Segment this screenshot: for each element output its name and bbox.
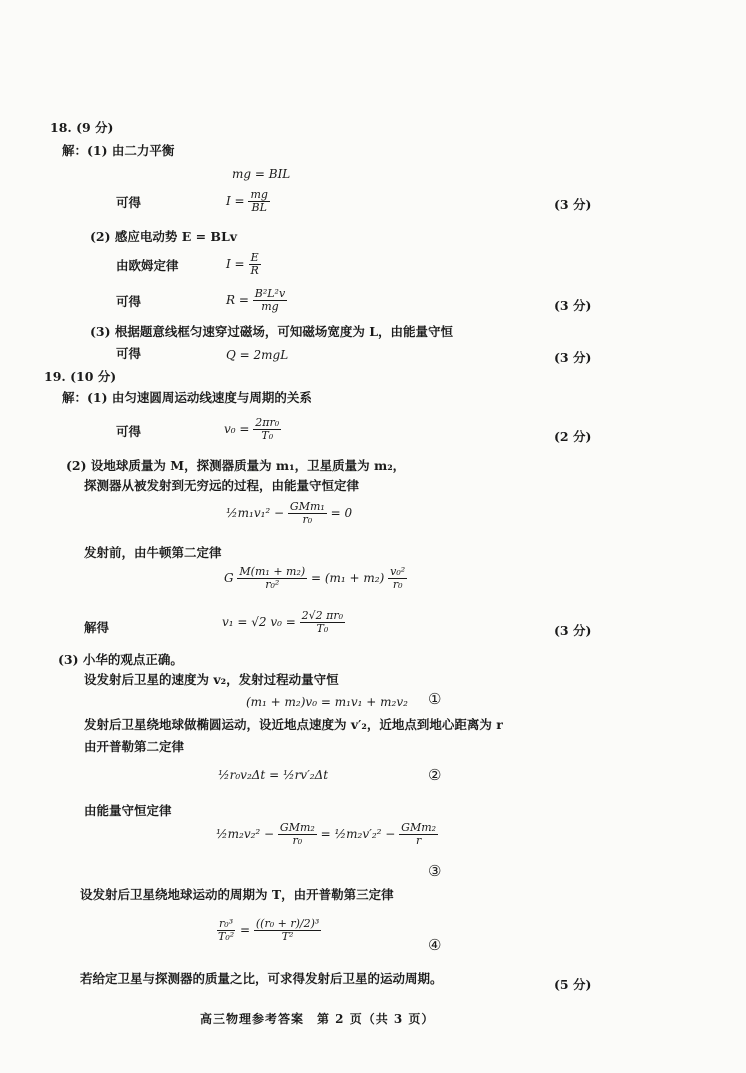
q19-line-2: (2) 设地球质量为 M，探测器质量为 m₁，卫星质量为 m₂， <box>66 458 406 473</box>
q19-line-6: 设发射后卫星的速度为 v₂，发射过程动量守恒 <box>84 672 339 687</box>
q18-eq-1: mg = BIL <box>232 167 291 181</box>
q18-score-2: (3 分) <box>554 298 592 313</box>
q19-eq-6: ½r₀v₂Δt = ½rv′₂Δt <box>218 768 329 782</box>
q19-eq-7: ½m₂v₂² − GMm₂ r₀ = ½m₂v′₂² − GMm₂ r <box>216 821 437 847</box>
q18-eq-3: I = $\frac{E}{R}$ <box>226 251 259 277</box>
q19-line-10: 设发射后卫星绕地球运动的周期为 T，由开普勒第三定律 <box>80 887 394 902</box>
q19-score-2: (3 分) <box>554 623 592 638</box>
q19-line-11: 若给定卫星与探测器的质量之比，可求得发射后卫星的运动周期。 <box>80 971 443 986</box>
q19-eq-1: v₀ = $\frac{\text{2πr₀}}{\text{T₀}}$ <box>224 416 280 442</box>
q19-line-8: 由开普勒第二定律 <box>84 739 185 754</box>
q19-eq-3: G $\frac{\text{M(m₁ + m₂)}}{\text{r₀²}}$ = (m₁ + m₂) $\frac{\text{v₀²}}{\text{r₀}}$ <box>224 565 406 591</box>
q19-line-5: (3) 小华的观点正确。 <box>58 652 183 667</box>
q18-line-3: (3) 根据题意线框匀速穿过磁场，可知磁场宽度为 L，由能量守恒 <box>90 324 454 339</box>
q18-word-2: 由欧姆定律 <box>116 258 179 273</box>
q19-heading: 19. (10 分) <box>44 369 117 384</box>
q18-score-1: (3 分) <box>554 197 592 212</box>
q19-eq-4: v₁ = √2 v₀ = $\frac{\text{2√2 πr₀}}{\text{T₀}}$ <box>222 609 344 635</box>
q18-eq-2: I = $\frac{mg}{BL}$ <box>226 188 268 214</box>
circled-number-4: ④ <box>428 936 442 954</box>
q18-line-1: 解：(1) 由二力平衡 <box>62 143 175 158</box>
q18-word-4: 可得 <box>116 346 142 361</box>
q18-word-3: 可得 <box>116 294 142 309</box>
circled-number-3: ③ <box>428 862 442 880</box>
q18-line-2: (2) 感应电动势 E = BLv <box>90 229 238 244</box>
q19-eq-5: (m₁ + m₂)v₀ = m₁v₁ + m₂v₂ <box>246 695 408 709</box>
circled-number-2: ② <box>428 766 442 784</box>
q18-word-1: 可得 <box>116 195 142 210</box>
q19-eq-8: $\frac{\text{r₀³}}{\text{T₀²}}$ = $\frac{\text{((r₀ + r)/2)³}}{\text{T²}}$ <box>218 917 320 943</box>
q18-heading: 18. (9 分) <box>50 120 114 135</box>
q19-line-9: 由能量守恒定律 <box>84 803 172 818</box>
q19-score-1: (2 分) <box>554 429 592 444</box>
q19-word-2: 解得 <box>84 620 110 635</box>
q19-score-3: (5 分) <box>554 977 592 992</box>
q18-eq-5: Q = 2mgL <box>226 348 289 362</box>
q18-eq-4: R = $\frac{\text{B²L²v}}{mg}$ <box>226 287 286 313</box>
q19-line-3: 探测器从被发射到无穷远的过程，由能量守恒定律 <box>84 478 360 493</box>
q18-score-3: (3 分) <box>554 350 592 365</box>
q19-eq-2: ½m₁v₁² − GMm₁ r₀ = 0 <box>226 500 353 526</box>
page-footer: 高三物理参考答案 第 2 页（共 3 页） <box>200 1012 435 1026</box>
q19-line-1: 解：(1) 由匀速圆周运动线速度与周期的关系 <box>62 390 312 405</box>
q19-line-7: 发射后卫星绕地球做椭圆运动，设近地点速度为 v′₂，近地点到地心距离为 r <box>84 717 503 732</box>
circled-number-1: ① <box>428 690 442 708</box>
q19-word-1: 可得 <box>116 424 142 439</box>
q19-line-4: 发射前，由牛顿第二定律 <box>84 545 222 560</box>
